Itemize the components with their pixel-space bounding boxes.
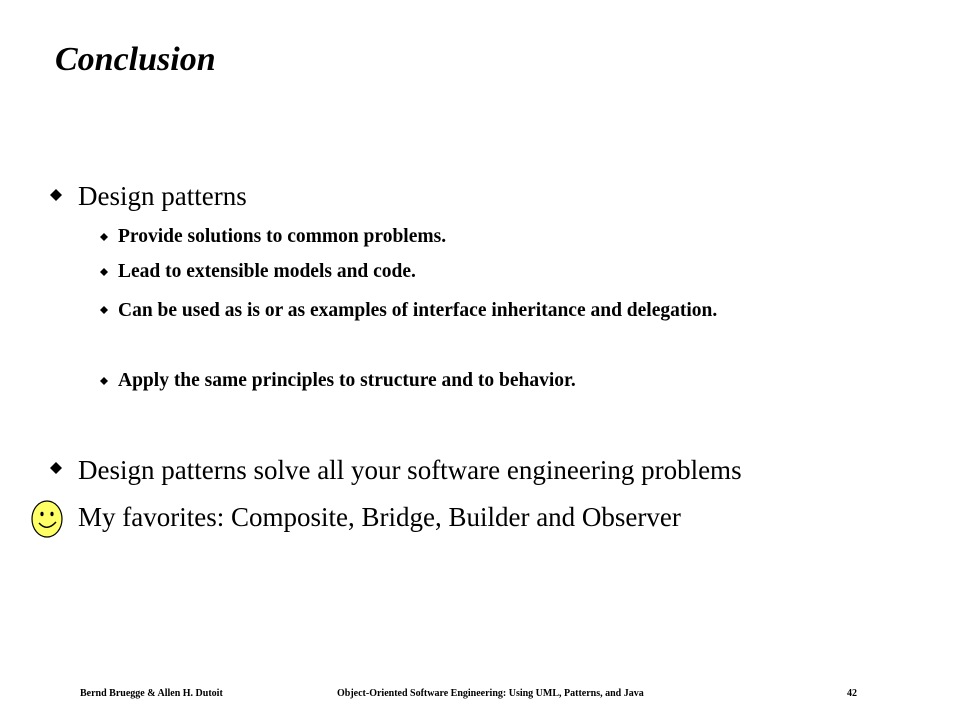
footer-authors: Bernd Bruegge & Allen H. Dutoit — [80, 688, 223, 699]
bullet-favorites: My favorites: Composite, Bridge, Builder and Observer — [78, 502, 681, 532]
sub-bullet-extensible: Lead to extensible models and code. — [118, 261, 416, 282]
bullet-design-patterns: Design patterns — [78, 181, 247, 211]
sub-bullet-solutions: Provide solutions to common problems. — [118, 226, 447, 247]
slide-title: Conclusion — [55, 41, 216, 78]
diamond-bullet-icon — [50, 189, 62, 201]
smiley-face-icon — [30, 499, 66, 539]
diamond-bullet-icon — [100, 306, 108, 314]
diamond-bullet-icon — [50, 462, 62, 474]
sub-bullet-interface-inheritance: Can be used as is or as examples of interface inheritance and delegation. — [118, 300, 718, 321]
diamond-bullet-icon — [100, 377, 108, 385]
diamond-bullet-icon — [100, 268, 108, 276]
bullet-solve-all-problems: Design patterns solve all your software engineering problems — [78, 455, 742, 485]
diamond-bullet-icon — [100, 233, 108, 241]
footer-book-title: Object-Oriented Software Engineering: Using UML, Patterns, and Java — [337, 688, 644, 699]
footer-page-number: 42 — [847, 688, 857, 699]
sub-bullet-same-principles: Apply the same principles to structure and to behavior. — [118, 370, 576, 391]
